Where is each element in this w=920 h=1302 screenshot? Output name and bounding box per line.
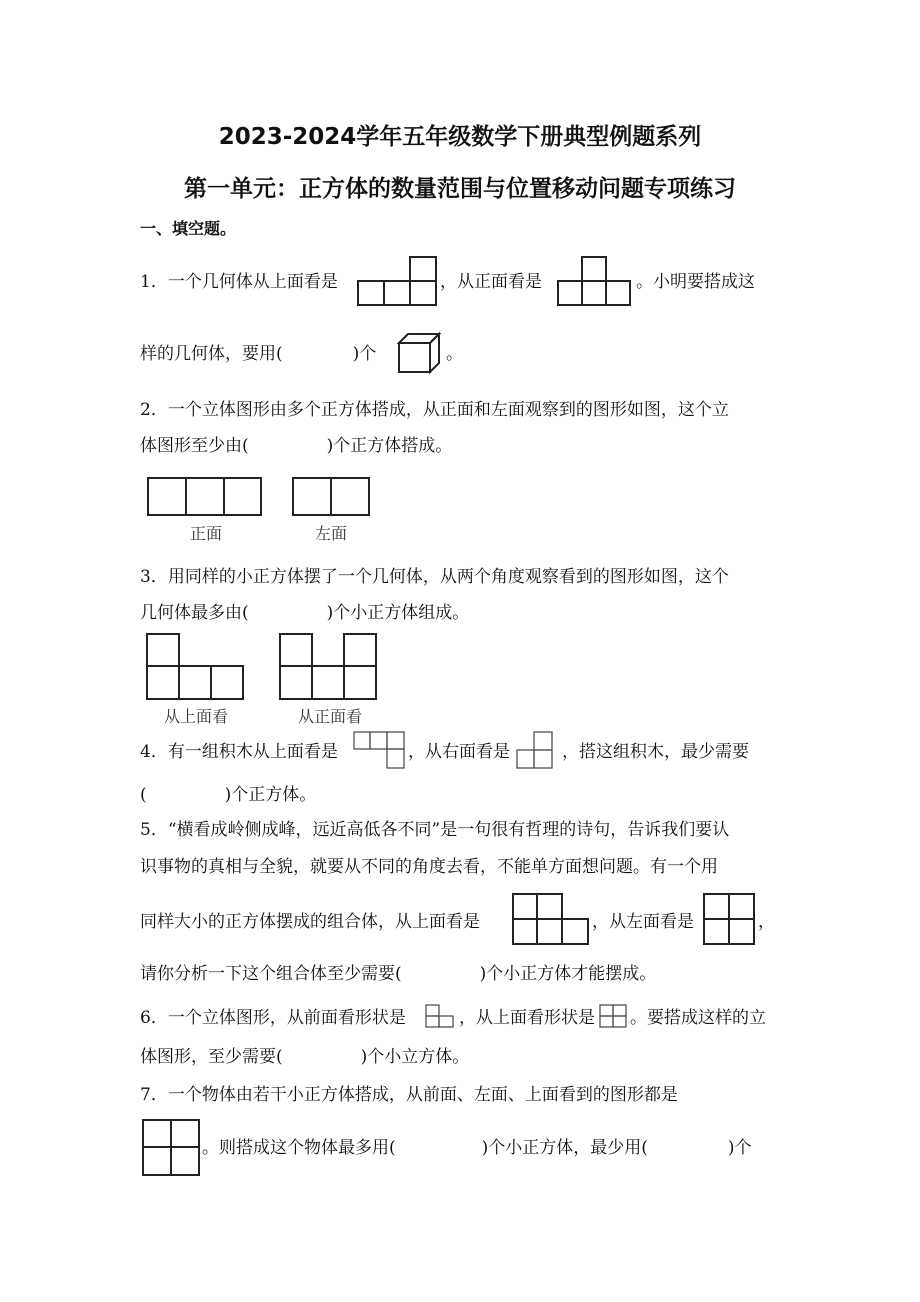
q6-text-b: ，从上面看形状是	[459, 1008, 595, 1028]
question-5-line-2: 识事物的真相与全貌，就要从不同的角度去看，不能单方面想问题。有一个用	[140, 857, 718, 877]
q6-front-view-figure	[425, 1004, 457, 1030]
q5-text-c: ，	[758, 912, 775, 932]
question-number: 2．	[140, 400, 168, 420]
q3-front-view-figure	[279, 633, 379, 701]
q1-text-end: 。	[446, 344, 463, 364]
question-3-line-2: 几何体最多由( )个小正方体组成。	[140, 603, 470, 623]
question-3-line-1: 3．用同样的小正方体摆了一个几何体，从两个角度观察看到的图形如图，这个	[140, 567, 729, 587]
q5-left-view-figure	[703, 893, 757, 947]
caption-front-view: 正面	[189, 524, 222, 543]
question-5-line-1: 5．“横看成岭侧成峰，远近高低各不同”是一句很有哲理的诗句，告诉我们要认	[140, 820, 730, 840]
q2-left-view-figure	[292, 477, 372, 517]
question-1-line-1: 1．一个几何体从上面看是	[140, 272, 338, 292]
question-5-line-4: 请你分析一下这个组合体至少需要( )个小正方体才能摆成。	[140, 964, 657, 984]
q4-right-view-figure	[516, 731, 556, 771]
q2-front-view-figure	[147, 477, 263, 517]
question-number: 4．	[140, 742, 168, 762]
question-number: 6．	[140, 1008, 168, 1028]
caption-top-view: 从上面看	[163, 707, 228, 726]
question-number: 3．	[140, 567, 168, 587]
q6-text-c: 。要搭成这样的立	[630, 1008, 766, 1028]
question-number: 1．	[140, 272, 168, 292]
q3-top-view-figure	[146, 633, 246, 701]
q1-front-view-figure	[557, 255, 635, 307]
caption-front-view: 从正面看	[297, 707, 362, 726]
question-6-line-1: 6．一个立体图形，从前面看形状是	[140, 1008, 406, 1028]
q6-top-view-figure	[599, 1004, 629, 1030]
caption-left-view: 左面	[314, 524, 347, 543]
q4-text-c: ，搭这组积木，最少需要	[562, 742, 749, 762]
page-subtitle: 第一单元：正方体的数量范围与位置移动问题专项练习	[184, 176, 736, 202]
q1-text-c: 。小明要搭成这	[636, 272, 755, 292]
q1-top-view-figure	[357, 255, 437, 307]
q4-text-b: ，从右面看是	[408, 742, 510, 762]
q7-view-figure	[142, 1119, 202, 1177]
question-4-line-2: ( )个正方体。	[140, 785, 317, 805]
question-2-line-2: 体图形至少由( )个正方体搭成。	[140, 436, 453, 456]
question-4-line-1: 4．有一组积木从上面看是	[140, 742, 338, 762]
cube-icon	[398, 333, 442, 373]
section-heading: 一、填空题。	[140, 219, 237, 238]
q4-top-view-figure	[353, 731, 407, 771]
page-title: 2023-2024学年五年级数学下册典型例题系列	[218, 124, 702, 150]
question-5-line-3: 同样大小的正方体摆成的组合体，从上面看是	[140, 912, 480, 932]
question-number: 7．	[140, 1085, 168, 1105]
q5-text-b: ，从左面看是	[592, 912, 694, 932]
question-6-line-2: 体图形，至少需要( )个小立方体。	[140, 1047, 470, 1067]
q1-text-b: ，从正面看是	[440, 272, 542, 292]
question-1-line-2: 样的几何体，要用( )个	[140, 344, 377, 364]
question-number: 5．	[140, 820, 168, 840]
question-2-line-1: 2．一个立体图形由多个正方体搭成，从正面和左面观察到的图形如图，这个立	[140, 400, 729, 420]
question-7-line-2: 。则搭成这个物体最多用( )个小正方体，最少用( )个	[202, 1138, 752, 1158]
q5-top-view-figure	[512, 893, 590, 947]
question-7-line-1: 7．一个物体由若干小正方体搭成，从前面、左面、上面看到的图形都是	[140, 1085, 678, 1105]
